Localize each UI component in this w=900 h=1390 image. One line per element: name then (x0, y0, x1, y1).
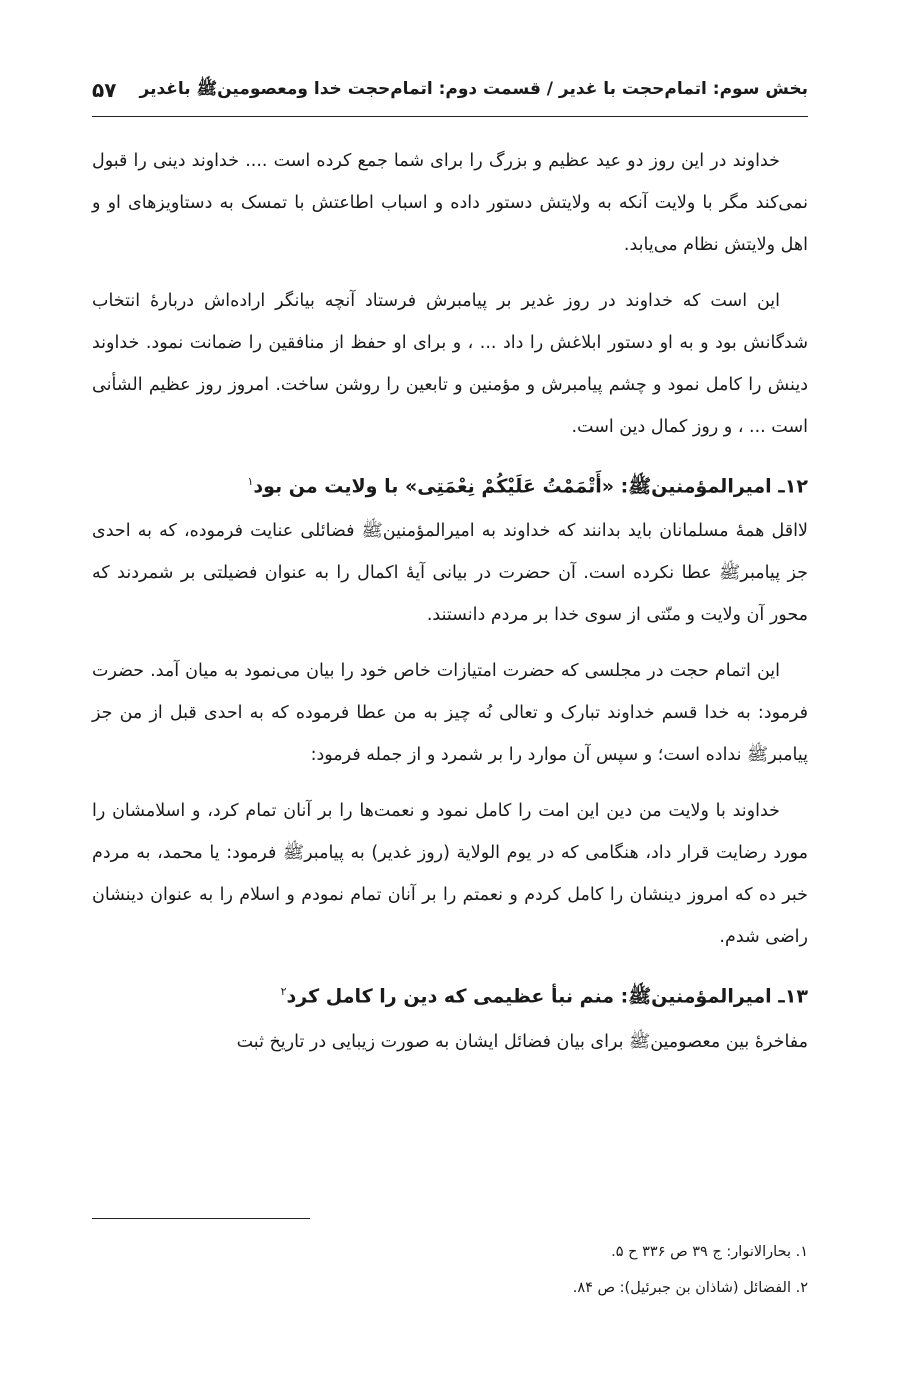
section-heading-13 (92, 972, 808, 1016)
section-heading-12-text: ۱۲ـ امیرالمؤمنین‌ﷺ: «أَتْمَمْتُ عَلَیْکُمْ نِعْمَتِی» با ولایت من بود (253, 475, 808, 498)
body-paragraph: مفاخرهٔ بین معصومین‌ﷺ برای بیان فضائل ایشان به صورت زیبایی در تاریخ ثبت (236, 1031, 808, 1052)
page-number: ۵۷ (92, 78, 117, 102)
body-paragraph: این است که خداوند در روز غدیر بر پیامبرش فرستاد آنچه بیانگر اراده‌اش دربارهٔ انتخاب شدگانش بود و به او دستور ابلاغش را داد ... ، و برای او حفظ از منافقین را ضمانت نمود. خداوند دینش را کامل نمود و چشم پیامبرش و مؤمنین و تابعین را روشن ساخت. امروز روز عظیم الشأنی است ... ، و روز کمال دین است. (92, 291, 808, 437)
body-paragraph: خداوند در این روز دو عید عظیم و بزرگ را برای شما جمع کرده است .... خداوند دینی را قبول نمی‌کند مگر با ولایت آنکه به ولایتش دستور داده و اسباب اطاعتش با تمسک به دستاویزهای او و اهل ولایتش نظام می‌یابد. (92, 151, 808, 255)
running-header-title: بخش سوم: اتمام‌حجت با غدیر / قسمت دوم: اتمام‌حجت خدا ومعصومین‌ﷺ باغدیر (139, 78, 808, 99)
book-page (92, 0, 808, 1390)
footnote-ref-2[interactable]: ۲ (280, 985, 287, 999)
body-paragraph: خداوند با ولایت من دین این امت را کامل نمود و نعمت‌ها را بر آنان تمام کرد، و اسلامشان را مورد رضایت قرار داد، هنگامی که در یوم الولایة (روز غدیر) به پیامبرﷺ فرمود: یا محمد، به مردم خبر ده که امروز دینشان را کامل کردم و نعمتم را بر آنان تمام نمودم و اسلام را به عنوان دینشان راضی شدم. (92, 801, 808, 948)
footnote-1: ۱. بحارالانوار: ج ۳۹ ص ۳۳۶ ح ۵. (611, 1244, 808, 1260)
body-paragraph: این اتمام حجت در مجلسی که حضرت امتیازات خاص خود را بیان می‌نمود به میان آمد. حضرت فرمود: به خدا قسم خداوند تبارک و تعالی نُه چیز به من عطا فرموده که به احدی قبل از من جز پیامبرﷺ نداده است؛ و سپس آن موارد را بر شمرد و از جمله فرمود: (92, 661, 808, 766)
header-divider (92, 116, 808, 117)
section-heading-12 (92, 462, 808, 506)
footnotes (92, 1234, 808, 1306)
running-header (92, 74, 808, 106)
footnote-divider (92, 1218, 310, 1219)
section-heading-13-text: ۱۳ـ امیرالمؤمنین‌ﷺ: منم نبأ عظیمی که دین را کامل کرد (286, 985, 808, 1008)
footnote-ref-1[interactable]: ۱ (247, 475, 254, 488)
page-body (92, 140, 808, 1077)
footnote-2: ۲. الفضائل (شاذان بن جبرئیل): ص ۸۴. (572, 1280, 808, 1296)
body-paragraph: لااقل همهٔ مسلمانان باید بدانند که خداوند به امیرالمؤمنین‌ﷺ فضائلی عنایت فرموده، که به احدی جز پیامبرﷺ عطا نکرده است. آن حضرت در بیانی آیهٔ اکمال را به عنوان فضیلتی بر شمردند که محور آن ولایت و منّتی از سوی خدا بر مردم دانستند. (92, 521, 808, 626)
